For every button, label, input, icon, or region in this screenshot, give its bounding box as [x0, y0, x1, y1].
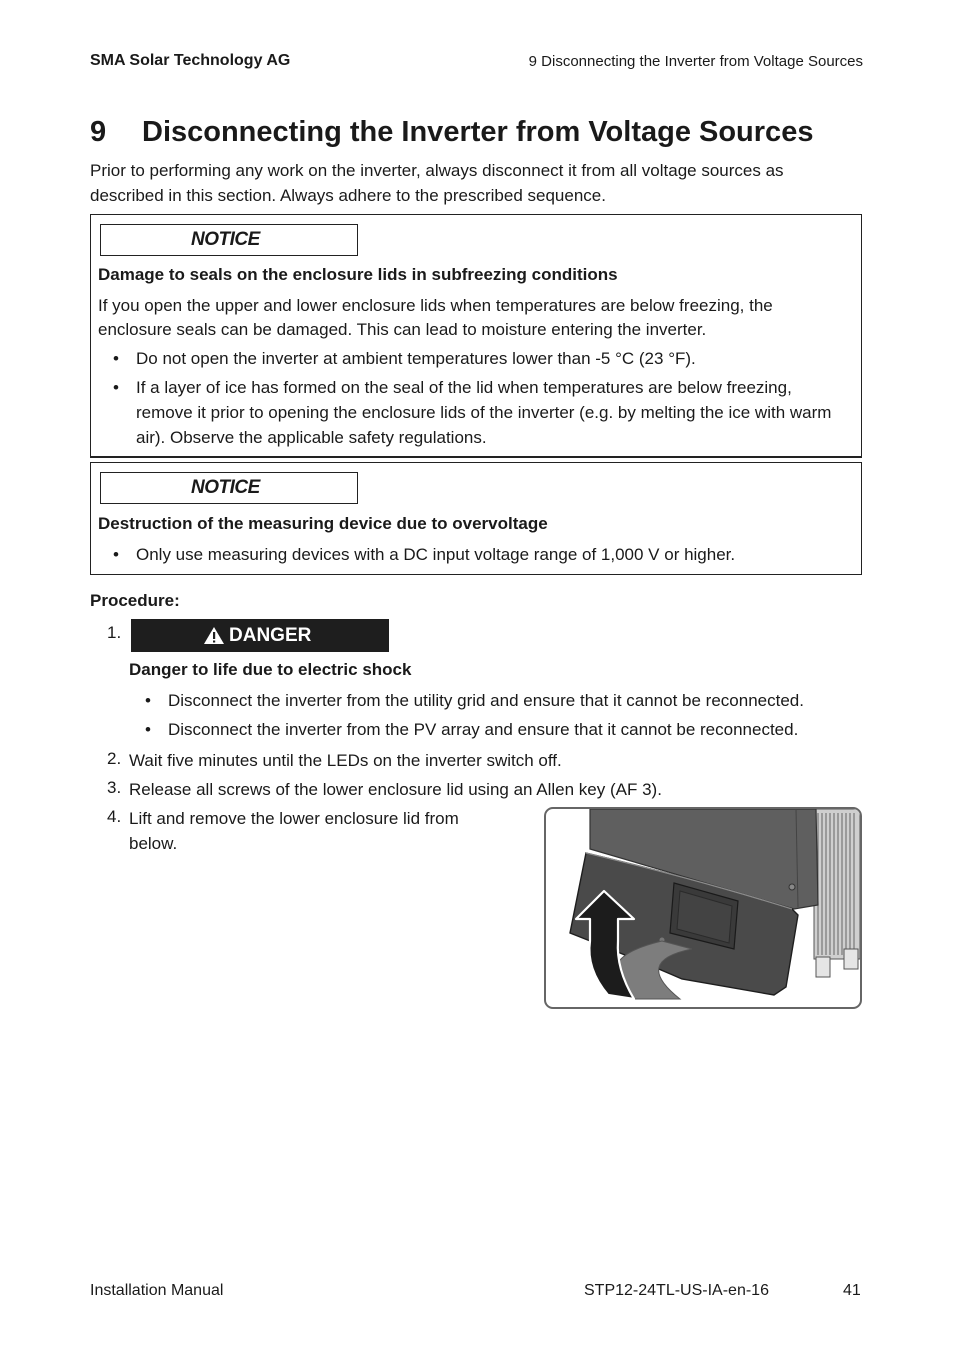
notice-label: NOTICE: [100, 224, 358, 256]
step-text: Release all screws of the lower enclosure lid using an Allen key (AF 3).: [129, 780, 662, 799]
section-title-text: Disconnecting the Inverter from Voltage Sources: [142, 116, 814, 148]
step-number: 1.: [107, 623, 122, 642]
danger-heading: Danger to life due to electric shock: [129, 660, 412, 679]
page-number: 41: [843, 1282, 861, 1299]
warning-icon: [203, 626, 225, 645]
step-number: 4.: [107, 807, 122, 826]
section-number: 9: [90, 116, 107, 148]
step-number: 2.: [107, 749, 122, 768]
notice-heading: Damage to seals on the enclosure lids in subfreezing conditions: [98, 265, 618, 284]
section-title: [90, 116, 813, 149]
notice-box-seals: NOTICE Damage to seals on the enclosure lids in subfreezing conditions If you open the upper and lower enclosure lids when temperatures are below freezing, the enclosure seals can be damaged. This can lead to moisture entering the inverter. • Do not open the inverter at ambient temperatures lower than -5 °C (23 °F). • If a layer of ice has formed on the seal of the lid when temperatures are below freezing, remove it prior to opening the enclosure lids of the inverter (e.g. by melting the ice with warm air). Observe the applicable safety regulations.: [90, 214, 862, 458]
notice-label: NOTICE: [100, 472, 358, 504]
section-intro: Prior to performing any work on the inverter, always disconnect it from all voltage sources as described in this section. Always adhere to the prescribed sequence.: [90, 161, 784, 205]
notice-text: If you open the upper and lower enclosure lids when temperatures are below freezing, the enclosure seals can be damaged. This can lead to moisture entering the inverter.: [98, 296, 773, 339]
notice-box-overvoltage: NOTICE Destruction of the measuring device due to overvoltage • Only use measuring devices with a DC input voltage range of 1,000 V or higher.: [90, 462, 862, 575]
procedure-label: Procedure:: [90, 591, 180, 610]
header-company: SMA Solar Technology AG: [90, 52, 291, 69]
header-chapter: 9 Disconnecting the Inverter from Voltage Sources: [528, 53, 863, 70]
danger-label-text: DANGER: [229, 625, 312, 646]
footer-manual: Installation Manual: [90, 1282, 224, 1299]
footer-doc-code: STP12-24TL-US-IA-en-16: [584, 1282, 769, 1299]
danger-label: [131, 619, 389, 652]
step-text: Lift and remove the lower enclosure lid from below.: [129, 809, 459, 853]
notice-heading: Destruction of the measuring device due to overvoltage: [98, 514, 548, 533]
inverter-lid-illustration: [544, 807, 862, 1009]
lid-removal-drawing: [546, 809, 860, 1007]
step-number: 3.: [107, 778, 122, 797]
step-text: Wait five minutes until the LEDs on the inverter switch off.: [129, 751, 562, 770]
